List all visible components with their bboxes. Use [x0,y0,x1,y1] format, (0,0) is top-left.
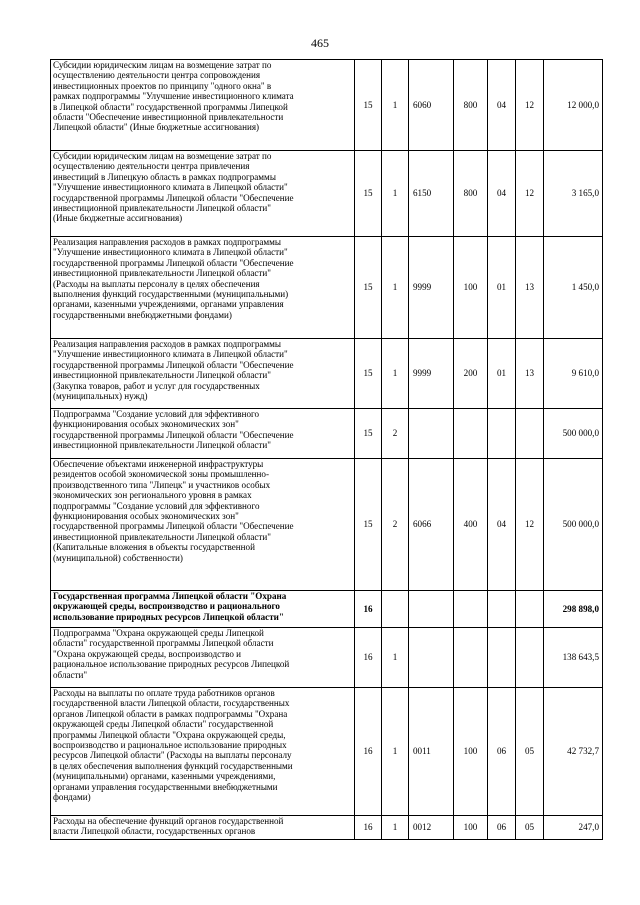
program-code: 15 [355,60,382,151]
amount-cell: 500 000,0 [544,409,603,459]
subsection-code: 13 [516,237,544,339]
subsection-code: 05 [516,816,544,840]
row-description: Реализация направления расходов в рамках подпрограммы "Улучшение инвестиционного климата в Липецкой области" государственной программы Липецкой области "Обеспечение инвестиционной привлекательности Липецкой области" (Закупка товаров, работ и услуг для государственных (муниципальных) нужд) [51,339,355,409]
subsection-code: 12 [516,459,544,591]
expense-type-code [454,628,488,688]
table-row [51,591,603,628]
amount-cell: 42 732,7 [544,688,603,816]
direction-code: 9999 [409,237,454,339]
subsection-code [516,409,544,459]
table-row [51,339,603,409]
program-code: 15 [355,237,382,339]
section-code: 04 [488,60,516,151]
section-code: 01 [488,237,516,339]
program-code: 16 [355,688,382,816]
subsection-code [516,628,544,688]
row-description: Реализация направления расходов в рамках подпрограммы "Улучшение инвестиционного климата в Липецкой области" государственной программы Липецкой области "Обеспечение инвестиционной привлекательности Липецкой области" (Расходы на выплаты персоналу в целях обеспечения выполнения функций государственными (муниципальными) органами, казенными учреждениями, органами управления государственными внебюджетными фондами) [51,237,355,339]
expense-type-code: 800 [454,151,488,237]
amount-cell: 247,0 [544,816,603,840]
section-code [488,591,516,628]
subsection-code: 12 [516,60,544,151]
table-row [51,60,603,151]
direction-code [409,409,454,459]
program-code: 16 [355,628,382,688]
subsection-code: 12 [516,151,544,237]
direction-code: 6066 [409,459,454,591]
direction-code: 9999 [409,339,454,409]
direction-code [409,628,454,688]
section-code [488,409,516,459]
amount-cell: 298 898,0 [544,591,603,628]
subsection-code: 05 [516,688,544,816]
program-code: 16 [355,591,382,628]
amount-cell: 9 610,0 [544,339,603,409]
subprogram-code: 1 [382,339,409,409]
program-code: 15 [355,409,382,459]
section-code: 06 [488,688,516,816]
section-code: 01 [488,339,516,409]
table-row [51,628,603,688]
section-code: 04 [488,459,516,591]
direction-code: 6150 [409,151,454,237]
table-row [51,409,603,459]
expense-type-code: 800 [454,60,488,151]
table-row [51,688,603,816]
program-code: 15 [355,459,382,591]
program-code: 15 [355,339,382,409]
table-row [51,237,603,339]
table-row [51,816,603,840]
row-description: Подпрограмма "Создание условий для эффективного функционирования особых экономических зон" государственной программы Липецкой области "Обеспечение инвестиционной привлекательности Липецкой области" [51,409,355,459]
subprogram-code: 1 [382,60,409,151]
amount-cell: 138 643,5 [544,628,603,688]
subprogram-code: 1 [382,151,409,237]
budget-table [50,59,603,840]
subsection-code [516,591,544,628]
expense-type-code: 400 [454,459,488,591]
row-description: Расходы на обеспечение функций органов государственной власти Липецкой области, государственных органов [51,816,355,840]
expense-type-code: 100 [454,237,488,339]
direction-code: 0011 [409,688,454,816]
program-code: 15 [355,151,382,237]
row-description: Обеспечение объектами инженерной инфраструктуры резидентов особой экономической зоны промышленно- производственного типа "Липецк" и участников особых экономических зон регионального уровня в рамках подпрограммы "Создание условий для эффективного функционирования особых экономических зон" государственной программы Липецкой области "Обеспечение инвестиционной привлекательности Липецкой области" (Капитальные вложения в объекты государственной (муниципальной) собственности) [51,459,355,591]
direction-code: 6060 [409,60,454,151]
subprogram-code: 1 [382,688,409,816]
row-description: Расходы на выплаты по оплате труда работников органов государственной власти Липецкой области, государственных органов Липецкой области в рамках подпрограммы "Охрана окружающей среды Липецкой области" государственной программы Липецкой области "Охрана окружающей среды, воспроизводство и рациональное использование природных ресурсов Липецкой области" (Расходы на выплаты персоналу в целях обеспечения выполнения функций государственными (муниципальными) органами, казенными учреждениями, органами управления государственными внебюджетными фондами) [51,688,355,816]
subsection-code: 13 [516,339,544,409]
amount-cell: 1 450,0 [544,237,603,339]
section-code: 04 [488,151,516,237]
subprogram-code [382,591,409,628]
expense-type-code: 100 [454,688,488,816]
section-code: 06 [488,816,516,840]
amount-cell: 3 165,0 [544,151,603,237]
expense-type-code: 100 [454,816,488,840]
row-description: Субсидии юридическим лицам на возмещение затрат по осуществлению деятельности центра сопровождения инвестиционных проектов по принципу "одного окна" в рамках подпрограммы "Улучшение инвестиционного климата в Липецкой области" государственной программы Липецкой области "Обеспечение инвестиционной привлекательности Липецкой области" (Иные бюджетные ассигнования) [51,60,355,151]
direction-code: 0012 [409,816,454,840]
subprogram-code: 1 [382,628,409,688]
program-code: 16 [355,816,382,840]
row-description: Субсидии юридическим лицам на возмещение затрат по осуществлению деятельности центра привлечения инвестиций в Липецкую область в рамках подпрограммы "Улучшение инвестиционного климата в Липецкой области" государственной программы Липецкой области "Обеспечение инвестиционной привлекательности Липецкой области" (Иные бюджетные ассигнования) [51,151,355,237]
expense-type-code [454,591,488,628]
subprogram-code: 1 [382,816,409,840]
subprogram-code: 2 [382,459,409,591]
page-number: 465 [311,36,329,50]
row-description: Подпрограмма "Охрана окружающей среды Липецкой области" государственной программы Липецкой области "Охрана окружающей среды, воспроизводство и рациональное использование природных ресурсов Липецкой области" [51,628,355,688]
table-row [51,459,603,591]
section-code [488,628,516,688]
row-description: Государственная программа Липецкой области "Охрана окружающей среды, воспроизводство и рационального использование природных ресурсов Липецкой области" [51,591,355,628]
amount-cell: 500 000,0 [544,459,603,591]
amount-cell: 12 000,0 [544,60,603,151]
direction-code [409,591,454,628]
table-row [51,151,603,237]
subprogram-code: 1 [382,237,409,339]
subprogram-code: 2 [382,409,409,459]
expense-type-code [454,409,488,459]
expense-type-code: 200 [454,339,488,409]
